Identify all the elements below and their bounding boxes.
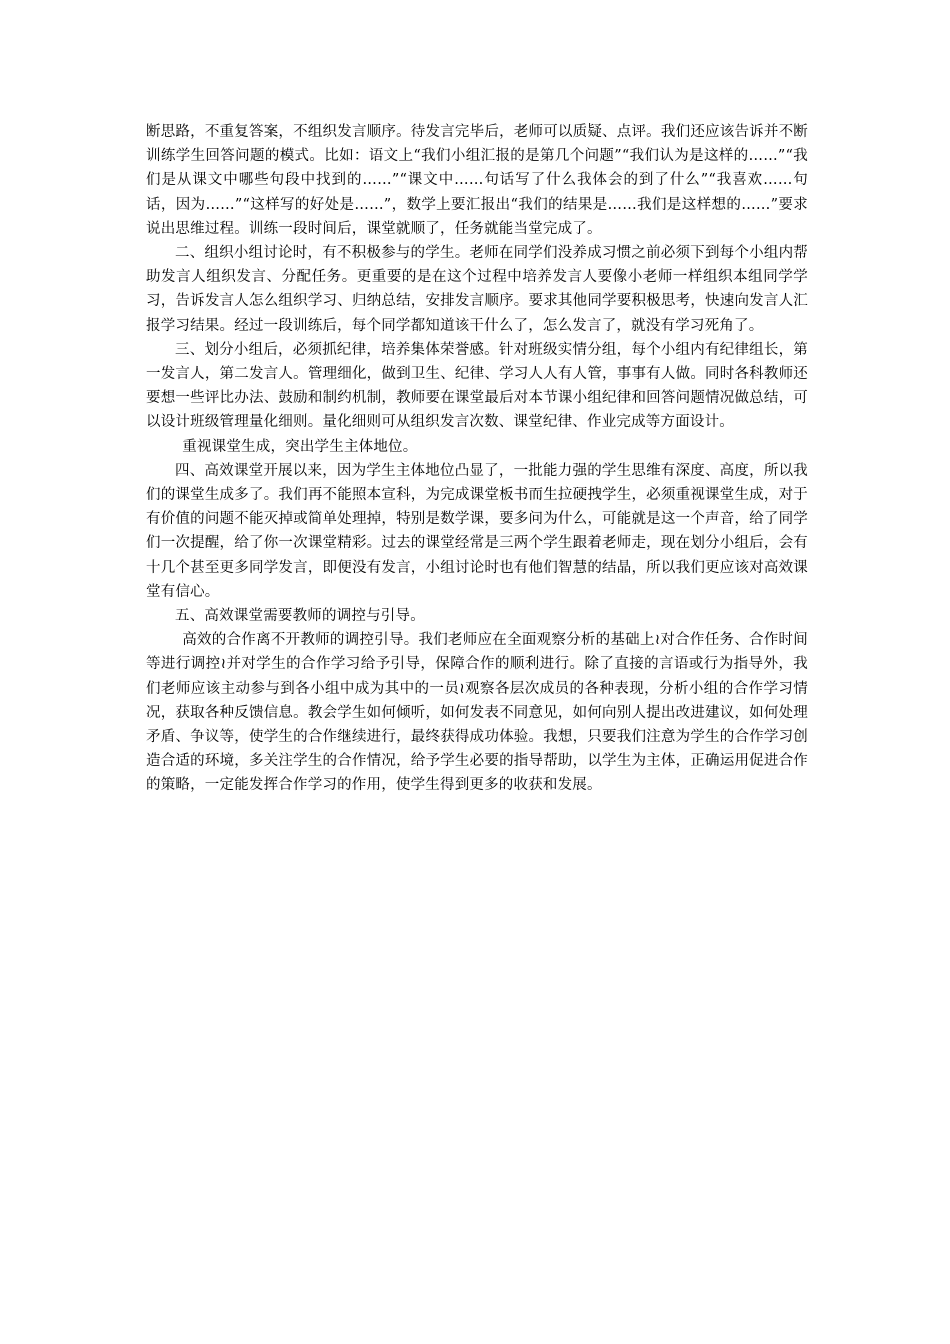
paragraph-section-four: 四、高效课堂开展以来，因为学生主体地位凸显了，一批能力强的学生思维有深度、高度，所以我们的课堂生成多了。我们再不能照本宣科，为完成课堂板书而生拉硬拽学生，必须重视课堂生成，对于有价值的问题不能灭掉或简单处理掉，特别是数学课，要多问为什么，可能就是这一个声音，给了同学们一次提醒，给了你一次课堂精彩。过去的课堂经常是三两个学生跟着老师走，现在划分小组后，会有十几个甚至更多同学发言，即便没有发言，小组讨论时也有他们智慧的结晶，所以我们更应该对高效课堂有信心。 xyxy=(146,462,808,600)
paragraph-continuation: 断思路，不重复答案，不组织发言顺序。待发言完毕后，老师可以质疑、点评。我们还应该告诉并不断训练学生回答问题的模式。比如：语文上“我们小组汇报的是第几个问题”“我们认为是这样的……”“我们是从课文中哪些句段中找到的……”“课文中……句话写了什么我体会的到了什么”“我喜欢……句话，因为……”“这样写的好处是……”，数学上要汇报出“我们的结果是……我们是这样想的……”要求说出思维过程。训练一段时间后，课堂就顺了，任务就能当堂完成了。 xyxy=(146,124,808,237)
paragraph-section-five-heading: 五、高效课堂需要教师的调控与引导。 xyxy=(175,608,425,625)
paragraph-section-two: 二、组织小组讨论时，有不积极参与的学生。老师在同学们没养成习惯之前必须下到每个小组内帮助发言人组织发言、分配任务。更重要的是在这个过程中培养发言人要像小老师一样组织本组同学学习，告诉发言人怎么组织学习、归纳总结，安排发言顺序。要求其他同学要积极思考，快速向发言人汇报学习结果。经过一段训练后，每个同学都知道该干什么了，怎么发言了，就没有学习死角了。 xyxy=(146,245,808,334)
paragraph-section-three: 三、划分小组后，必须抓纪律，培养集体荣誉感。针对班级实情分组，每个小组内有纪律组长，第一发言人，第二发言人。管理细化，做到卫生、纪律、学习人人有人管，事事有人做。同时各科教师还要想一些评比办法、鼓励和制约机制，教师要在课堂最后对本节课小组纪律和回答问题情况做总结，可以设计班级管理量化细则。量化细则可从组织发言次数、课堂纪律、作业完成等方面设计。 xyxy=(146,341,808,431)
paragraph-section-five-body: 高效的合作离不开教师的调控引导。我们老师应在全面观察分析的基础上≀对合作任务、合作时间等进行调控≀并对学生的合作学习给予引导，保障合作的顺利进行。除了直接的言语或行为指导外，我们老师应该主动参与到各小组中成为其中的一员≀观察各层次成员的各种表现，分析小组的合作学习情况，获取各种反馈信息。教会学生如何倾听，如何发表不同意见，如何向别人提出改进建议，如何处理矛盾、争议等，使学生的合作继续进行，最终获得成功体验。我想，只要我们注意为学生的合作学习创造合适的环境，多关注学生的合作情况，给予学生必要的指导帮助，以学生为主体，正确运用促进合作的策略，一定能发挥合作学习的作用，使学生得到更多的收获和发展。 xyxy=(146,632,808,794)
paragraph-subheading-generation: 重视课堂生成，突出学生主体地位。 xyxy=(182,438,418,455)
document-body xyxy=(146,120,808,798)
